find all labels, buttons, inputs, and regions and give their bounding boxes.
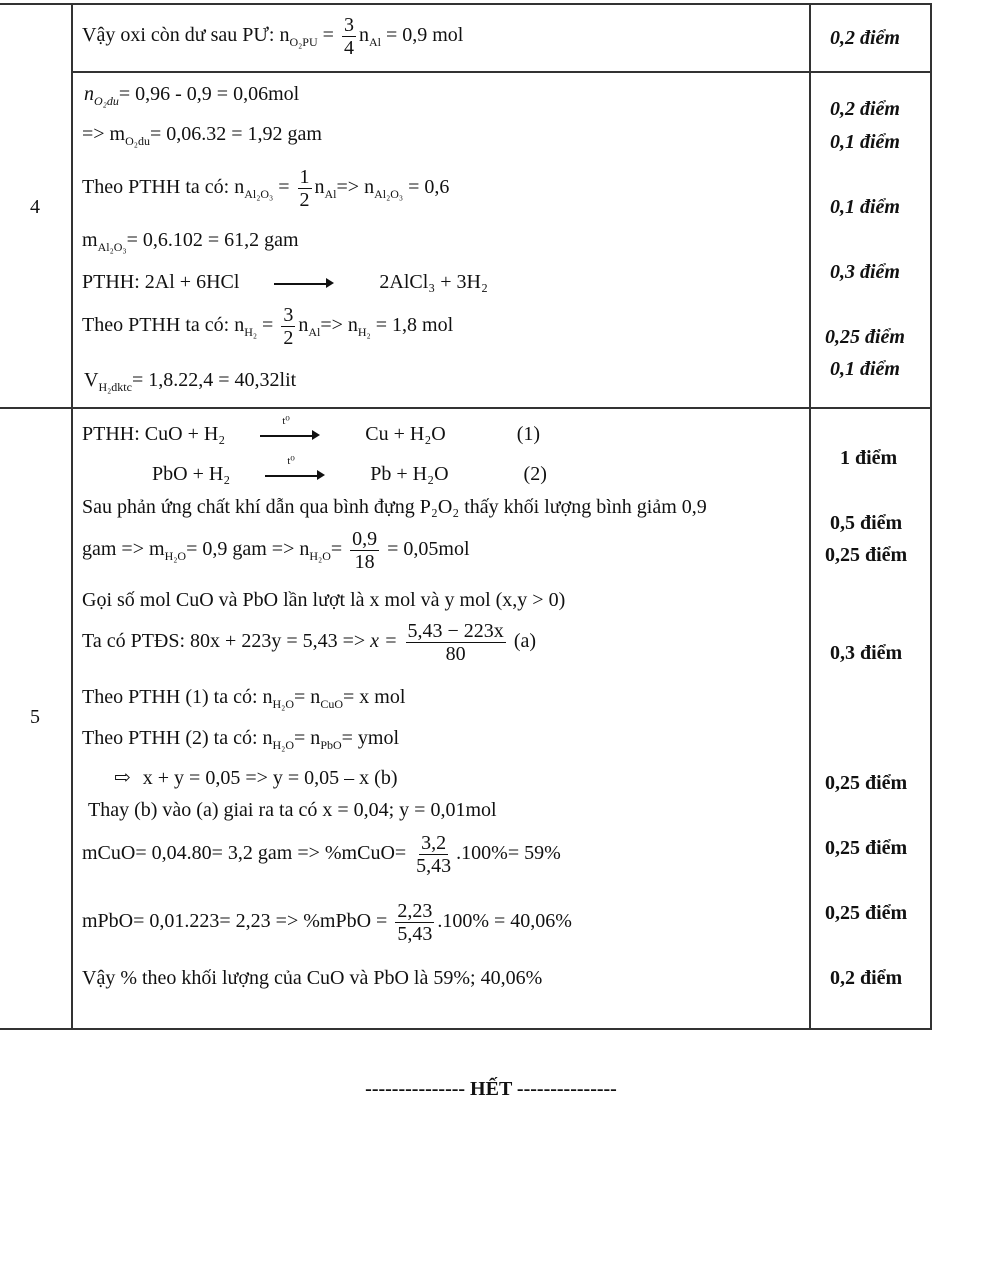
- score: 0,2 điểm: [830, 967, 903, 989]
- row-divider: [0, 407, 932, 409]
- score: 0,25 điểm: [825, 902, 908, 924]
- fraction: $\frac{3}{2}$: [283, 304, 294, 349]
- q4-line-7: Theo PTHH ta có: $n_{H_2}$ = $\frac{3}{2}$ $n_{Al}=> n_{H_2} = 1,8$ mol: [82, 304, 454, 349]
- fraction: $\frac{3}{4}$: [343, 14, 354, 59]
- score: 0,25 điểm: [825, 837, 908, 859]
- score: 0,25 điểm: [825, 326, 905, 348]
- q4-inner-divider: [72, 71, 932, 73]
- score: 0,2 điểm: [830, 27, 900, 49]
- q5-line-7: Theo PTHH (1) ta có: $n_{H_2O}= n_{CuO}= x$ mol: [82, 686, 406, 711]
- fraction: $\frac{3,2}{5,43}$: [416, 832, 452, 877]
- score: 0,25 điểm: [825, 772, 908, 794]
- score: 0,25 điểm: [825, 544, 908, 566]
- q4-line-3: => $m_{O_2du}= 0,06.32 = 1,92$ gam: [82, 123, 322, 148]
- col-divider-right: [809, 3, 811, 1030]
- score: 1 điểm: [840, 447, 898, 469]
- q5-line-13: Vậy % theo khối lượng của CuO và PbO là 59%; 40,06%: [82, 967, 543, 989]
- reaction-arrow: t⁰: [260, 428, 320, 442]
- q5-line-11: mCuO= 0,04.80= 3,2 gam => %mCuO= $\frac{3,2}{5,43}$ .100%= 59%: [82, 832, 561, 877]
- q5-line-12: mPbO= 0,01.223= 2,23 => %mPbO = $\frac{2,23}{5,43}$ .100% = 40,06%: [82, 900, 572, 945]
- score: 0,1 điểm: [830, 131, 900, 153]
- q4-line-5: $m_{Al_2O_3}= 0,6.102 = 61,2$ gam: [82, 229, 299, 254]
- q5-line-9: ⇨ x + y = 0,05 => y = 0,05 – x (b): [114, 767, 398, 789]
- reaction-arrow: t⁰: [265, 468, 325, 482]
- q4-line-2: $n_{O_2du}= 0,96 - 0,9 = 0,06mol$: [84, 83, 300, 108]
- q5-line-10: Thay (b) vào (a) giai ra ta có x = 0,04; y = 0,01mol: [88, 799, 497, 821]
- q5-reaction-1: PTHH: CuO + H₂ t⁰ Cu + H₂O (1): [82, 415, 541, 445]
- q4-line-1: Vậy oxi còn dư sau PƯ: $n_{O_2PU}$ = $\frac{3}{4}$ $n_{Al} = 0,9$ mol: [82, 14, 464, 59]
- q4-line-6: PTHH: 2Al + 6HCl 2AlCl₃ + 3H₂: [82, 271, 488, 293]
- implies-arrow-icon: ⇨: [114, 767, 131, 789]
- q5-line-6: Ta có PTĐS: 80x + 223y = 5,43 => x = $\frac{5,43 - 223x}{80}$ (a): [82, 620, 537, 665]
- table-border-bottom: [0, 1028, 932, 1030]
- fraction: $\frac{0,9}{18}$: [352, 528, 378, 573]
- col-divider-left: [71, 3, 73, 1030]
- table-border-top: [0, 3, 932, 5]
- table-border-right: [930, 3, 932, 1030]
- q5-line-3: Sau phản ứng chất khí dẫn qua bình đựng P₂O₂ thấy khối lượng bình giảm 0,9: [82, 496, 707, 518]
- score: 0,3 điểm: [830, 261, 900, 283]
- score: 0,1 điểm: [830, 196, 900, 218]
- q4-line-8: $V_{H_2dktc}= 1,8.22,4 = 40,32lit$: [84, 369, 297, 394]
- score: 0,3 điểm: [830, 642, 903, 664]
- q4-line-4: Theo PTHH ta có: $n_{Al_2O_3}$ = $\frac{1}{2}$ $n_{Al}=> n_{Al_2O_3} = 0,6$: [82, 166, 450, 211]
- score: 0,2 điểm: [830, 98, 900, 120]
- reaction-arrow: [274, 276, 334, 290]
- q5-reaction-2: PbO + H₂ t⁰ Pb + H₂O (2): [152, 455, 547, 485]
- fraction: $\frac{5,43 - 223x}{80}$: [407, 620, 504, 665]
- score: 0,1 điểm: [830, 358, 900, 380]
- document-end-marker: --------------- HẾT ---------------: [365, 1078, 617, 1100]
- question-number: 4: [30, 196, 40, 218]
- fraction: $\frac{2,23}{5,43}$: [397, 900, 433, 945]
- score: 0,5 điểm: [830, 512, 903, 534]
- fraction: $\frac{1}{2}$: [299, 166, 310, 211]
- q5-line-8: Theo PTHH (2) ta có: $n_{H_2O}= n_{PbO}=$ ymol: [82, 727, 400, 752]
- q5-line-5: Gọi số mol CuO và PbO lần lượt là x mol và y mol (x,y > 0): [82, 589, 566, 611]
- question-number: 5: [30, 706, 40, 728]
- q5-line-4: gam => $m_{H_2O}= 0,9$ gam => $n_{H_2O}=$ $\frac{0,9}{18}$ = 0,05mol: [82, 528, 470, 573]
